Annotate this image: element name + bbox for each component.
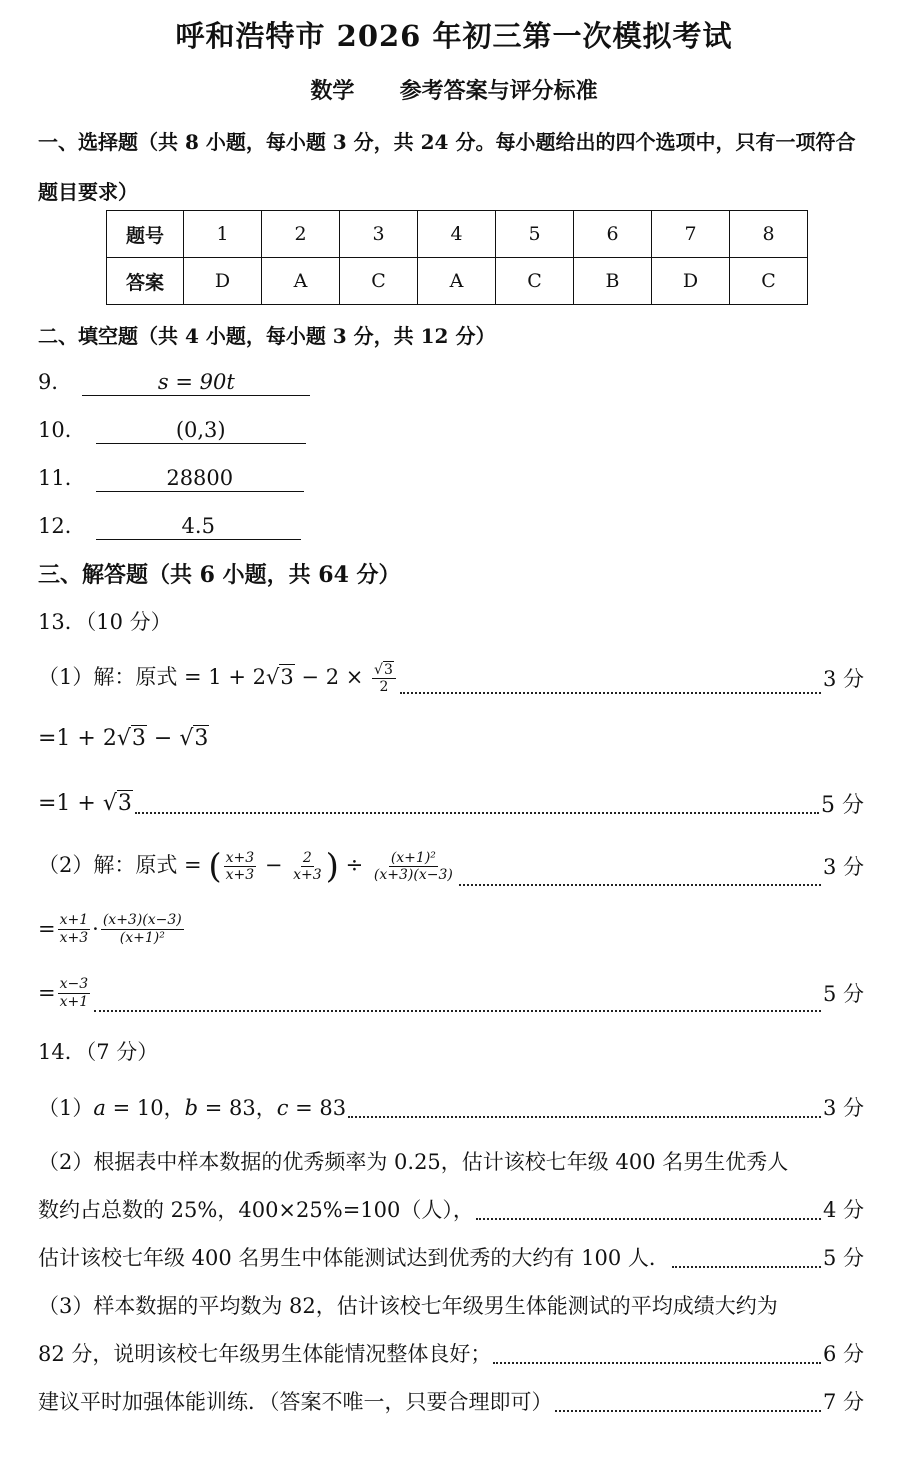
leader-dots — [400, 682, 821, 694]
expr-mid: − 2 × — [294, 664, 371, 689]
q13-part2-result — [38, 968, 864, 1018]
fraction — [372, 662, 396, 695]
table-cell: 5 — [496, 211, 574, 258]
q13-part2-result-text — [38, 976, 92, 1009]
fraction-num: (x+1)² — [390, 849, 436, 866]
radicand: 3 — [194, 726, 209, 751]
q14-title: 14．（7 分） — [38, 1040, 159, 1064]
fraction-den: (x+1)² — [119, 929, 165, 946]
score-label: 7 分 — [822, 1390, 864, 1414]
fraction — [101, 912, 184, 945]
table-cell: D — [652, 258, 730, 305]
expr-prefix: （2）解：原式 = — [38, 852, 209, 877]
q13-part2-line — [38, 840, 864, 892]
var-b: b — [184, 1096, 199, 1120]
equals-sign: = — [38, 981, 56, 1005]
answer-blank: (0,3) — [96, 417, 306, 444]
leader-dots — [476, 1208, 821, 1220]
q13-part1-line — [38, 656, 864, 700]
answer-table — [106, 210, 808, 305]
score-label: 5 分 — [822, 1246, 864, 1270]
table-cell: 6 — [574, 211, 652, 258]
part-label: （1） — [38, 1096, 94, 1120]
item-number: 11． — [38, 466, 86, 490]
leader-dots — [459, 874, 821, 886]
table-cell: A — [262, 258, 340, 305]
q14-part2-text: 估计该校七年级 400 名男生中体能测试达到优秀的大约有 100 人． — [38, 1246, 670, 1270]
q14-part3-line1: （3）样本数据的平均数为 82，估计该校七年级男生体能测试的平均成绩大约为 — [38, 1294, 778, 1318]
radicand: 3 — [383, 661, 393, 678]
q13-part2-text — [38, 846, 457, 887]
q14-part3-text: 82 分，说明该校七年级男生体能情况整体良好； — [38, 1342, 492, 1366]
expr-text: =1 + 2 — [38, 726, 117, 751]
score-label: 3 分 — [822, 1096, 864, 1120]
radicand: 3 — [280, 664, 294, 689]
table-cell: C — [496, 258, 574, 305]
item-number: 9． — [38, 370, 73, 394]
table-cell: 1 — [184, 211, 262, 258]
table-cell: A — [418, 258, 496, 305]
q13-step-line — [38, 726, 209, 751]
expr-text: − — [146, 726, 180, 751]
q13-result-text — [38, 791, 133, 816]
q14-part3-line2 — [38, 1336, 864, 1370]
answer-blank: 4.5 — [96, 513, 301, 540]
score-label: 5 分 — [821, 792, 864, 818]
var-c: c — [276, 1096, 289, 1120]
leader-dots — [348, 1106, 821, 1118]
divide-sign: ÷ — [345, 852, 364, 877]
fraction — [58, 912, 91, 945]
fraction — [372, 850, 455, 883]
sqrt-symbol: √3 — [116, 726, 146, 751]
subject-label: 数学 — [310, 78, 355, 104]
q14-part1-line — [38, 1090, 864, 1124]
q14-part1-text — [38, 1092, 346, 1122]
fraction — [291, 850, 324, 883]
fraction-num: x−3 — [59, 976, 89, 993]
table-cell: 7 — [652, 211, 730, 258]
table-cell: C — [340, 258, 418, 305]
radicand: 3 — [117, 790, 132, 816]
table-header-cell: 答案 — [107, 258, 184, 305]
section1-heading-cont: 题目要求） — [38, 180, 138, 204]
score-label: 6 分 — [822, 1342, 864, 1366]
q13-part2-step — [38, 904, 186, 954]
fill-item-9 — [38, 366, 310, 396]
dot-operator: · — [92, 917, 99, 941]
fill-item-10 — [38, 414, 306, 444]
fraction-den: x+3 — [225, 866, 255, 883]
table-header-cell: 题号 — [107, 211, 184, 258]
fraction-den: (x+3)(x−3) — [373, 866, 453, 883]
leader-dots — [672, 1256, 821, 1268]
fill-item-11 — [38, 462, 304, 492]
fraction-den: 2 — [379, 678, 389, 695]
section3-heading: 三、解答题（共 6 小题，共 64 分） — [38, 562, 401, 588]
table-cell: 2 — [262, 211, 340, 258]
leader-dots — [135, 802, 819, 814]
open-paren: ( — [208, 846, 222, 887]
sqrt-symbol: √3 — [102, 790, 132, 816]
sqrt-symbol: √3 — [179, 726, 209, 751]
expr-text: = 83， — [198, 1096, 277, 1120]
q14-part2-text: 数约占总数的 25%，400×25%=100（人）， — [38, 1198, 474, 1222]
expr-text: =1 + — [38, 790, 103, 816]
section1-heading: 一、选择题（共 8 小题，每小题 3 分，共 24 分。每小题给出的四个选项中，只有一项符合 — [38, 130, 856, 154]
close-paren: ) — [325, 846, 339, 887]
fraction-den: x+3 — [293, 866, 322, 883]
section2-heading: 二、填空题（共 4 小题，每小题 3 分，共 12 分） — [38, 324, 496, 348]
fill-item-12 — [38, 510, 301, 540]
fraction-num: (x+3)(x−3) — [102, 912, 182, 929]
table-cell: 4 — [418, 211, 496, 258]
q13-part1-text — [38, 661, 398, 695]
subtitle-desc: 参考答案与评分标准 — [399, 78, 598, 104]
q14-part2-line3 — [38, 1240, 864, 1274]
minus-sign: − — [264, 852, 283, 877]
fraction-num: 2 — [302, 849, 312, 866]
table-cell: 3 — [340, 211, 418, 258]
page-subtitle — [0, 74, 908, 105]
q14-part2-line2 — [38, 1192, 864, 1226]
item-number: 12． — [38, 514, 86, 538]
score-label: 3 分 — [822, 855, 864, 879]
item-number: 10． — [38, 418, 86, 442]
q14-part3-text: 建议平时加强体能训练．（答案不唯一，只要合理即可） — [38, 1390, 553, 1414]
leader-dots — [94, 1000, 821, 1012]
fraction-num: x+3 — [225, 849, 255, 866]
answer-blank: s = 90t — [82, 369, 310, 396]
fraction — [58, 976, 91, 1009]
score-label: 5 分 — [822, 982, 864, 1006]
table-cell: C — [730, 258, 808, 305]
radicand: 3 — [131, 726, 146, 751]
score-label: 4 分 — [822, 1198, 864, 1222]
fraction-num: x+1 — [59, 912, 89, 929]
answer-blank: 28800 — [96, 465, 304, 492]
leader-dots — [555, 1400, 821, 1412]
q14-part3-line3 — [38, 1384, 864, 1418]
expr-text: = 10， — [105, 1096, 185, 1120]
equals-sign: = — [38, 917, 56, 941]
sqrt-symbol: √3 — [374, 661, 393, 678]
page-title: 呼和浩特市 2026 年初三第一次模拟考试 — [175, 19, 733, 53]
table-row — [107, 211, 808, 258]
table-cell: 8 — [730, 211, 808, 258]
table-cell: B — [574, 258, 652, 305]
fraction — [224, 850, 257, 883]
var-a: a — [93, 1096, 106, 1120]
table-row — [107, 258, 808, 305]
score-label: 3 分 — [822, 667, 864, 691]
fraction-den: x+3 — [59, 929, 89, 946]
expr-prefix: （1）解：原式 = 1 + 2 — [38, 664, 266, 689]
expr-text: = 83 — [288, 1096, 347, 1120]
q13-title: 13．（10 分） — [38, 610, 172, 634]
q13-result-line — [38, 786, 864, 820]
q14-part2-line1: （2）根据表中样本数据的优秀频率为 0.25，估计该校七年级 400 名男生优秀人 — [38, 1150, 789, 1174]
leader-dots — [493, 1352, 821, 1364]
sqrt-symbol: √3 — [265, 664, 294, 689]
fraction-den: x+1 — [59, 993, 89, 1010]
table-cell: D — [184, 258, 262, 305]
